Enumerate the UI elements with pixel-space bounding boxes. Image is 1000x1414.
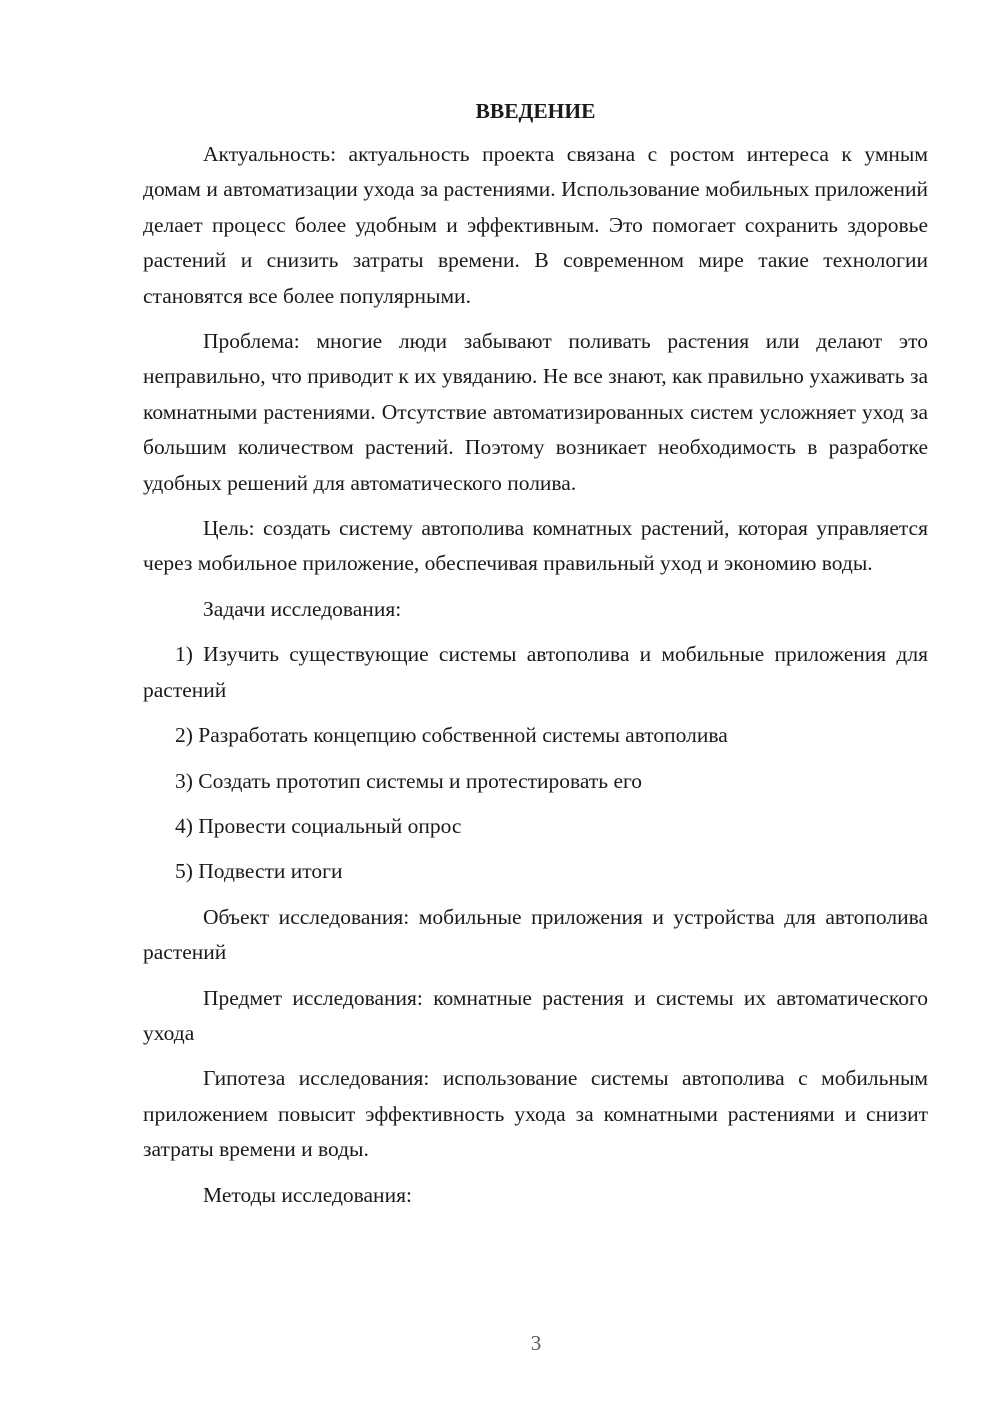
page-content [143,94,928,1223]
section-title: ВВЕДЕНИЕ [475,99,596,123]
relevance-paragraph: Актуальность: актуальность проекта связана с ростом интереса к умным домам и автоматизации ухода за растениями. Использование мобильных приложений делает процесс более удобным и эффективным. Это помогает сохранить здоровье растений и снизить затраты времени. В современном мире такие технологии становятся все более популярными. [143,142,928,308]
tasks-list [143,637,928,889]
list-item: 3) Создать прототип системы и протестировать его [175,768,643,793]
page-number: 3 [530,1331,542,1355]
tasks-heading: Задачи исследования: [203,596,402,621]
list-item: 2) Разработать концепцию собственной системы автополива [175,723,728,748]
list-item: 1) Изучить существующие системы автополива и мобильные приложения для растений [143,642,928,702]
goal-paragraph: Цель: создать систему автополива комнатных растений, которая управляется через мобильное приложение, обеспечивая правильный уход и экономию воды. [143,516,928,576]
hypothesis-paragraph: Гипотеза исследования: использование системы автополива с мобильным приложением повысит эффективность ухода за комнатными растениями и снизит затраты времени и воды. [143,1066,928,1162]
object-paragraph: Объект исследования: мобильные приложения и устройства для автополива растений [143,904,928,965]
problem-paragraph: Проблема: многие люди забывают поливать растения или делают это неправильно, что приводит к их увяданию. Не все знают, как правильно ухаживать за комнатными растениями. Отсутствие автоматизированных систем усложняет уход за большим количеством растений. Поэтому возникает необходимость в разработке удобных решений для автоматического полива. [143,329,928,495]
list-item: 5) Подвести итоги [175,859,343,884]
methods-heading: Методы исследования: [203,1182,412,1207]
subject-paragraph: Предмет исследования: комнатные растения и системы их автоматического ухода [143,985,928,1045]
list-item: 4) Провести социальный опрос [175,813,462,838]
